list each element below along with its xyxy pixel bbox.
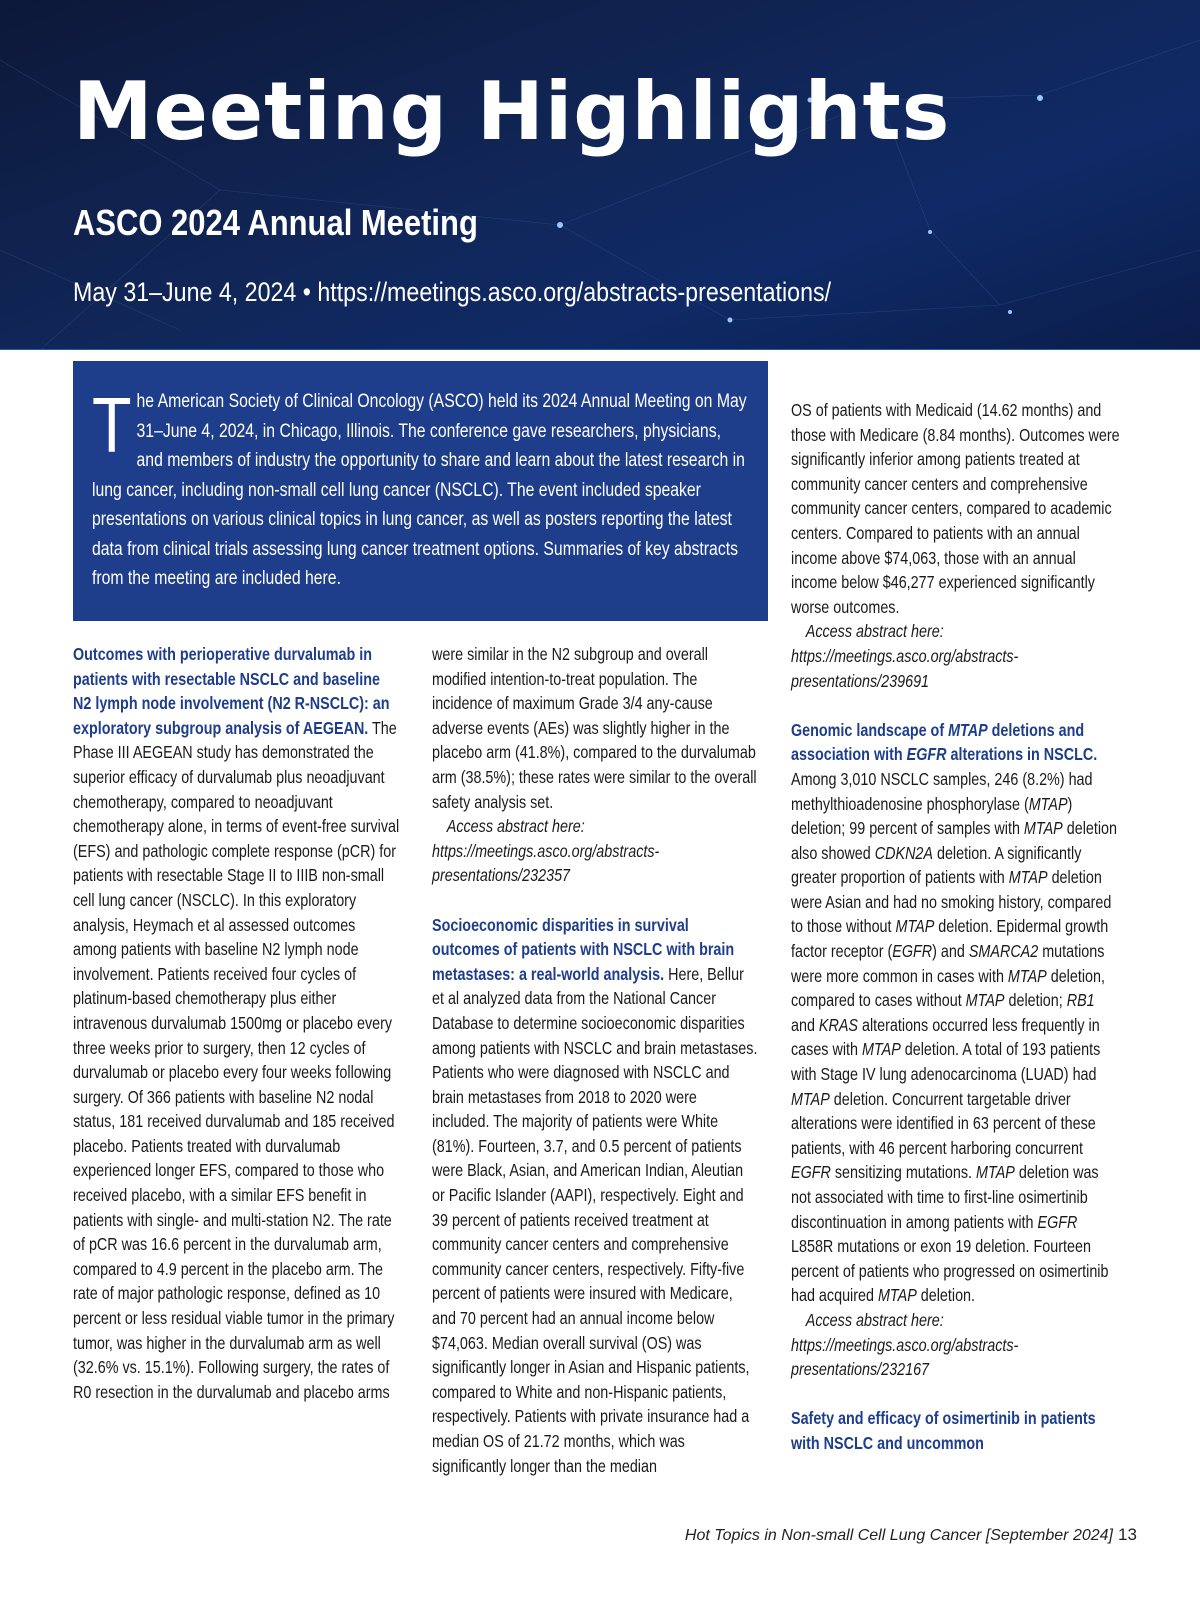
heading-text: deletions and association with: [791, 719, 1085, 765]
body-text: deletion. A total of 193 patients with Stage IV lung adenocarcinoma (LUAD) had: [791, 1039, 1101, 1085]
heading-text: Genomic landscape of: [791, 719, 949, 740]
gene-name: MTAP: [1007, 965, 1047, 986]
gene-name: MTAP: [791, 1088, 830, 1109]
gene-name: RB1: [1066, 990, 1095, 1011]
intro-text: he American Society of Clinical Oncology (ASCO) held its 2024 Annual Meeting on May 31–June 4, 2024, in Chicago, Illinois. The conference gave researchers, physicians, and members of industry the opportunity to share and learn about the latest research in lung cancer, including non-small cell lung cancer (NSCLC). The event included speaker presentations on various clinical topics in lung cancer, as well as posters reporting the latest data from clinical trials assessing lung cancer treatment options. Summaries of key abstracts from the meeting are included here.: [92, 391, 747, 589]
gene-name: SMARCA2: [968, 941, 1039, 962]
meeting-subtitle: ASCO 2024 Annual Meeting: [73, 202, 478, 243]
gene-name: MTAP: [1008, 867, 1048, 888]
article-3-access-link[interactable]: Access abstract here: https://meetings.asco.org/abstracts-presentations/232167: [791, 1309, 1019, 1380]
gene-name: CDKN2A: [874, 842, 933, 863]
drop-cap: T: [92, 381, 132, 469]
page-number: 13: [1118, 1525, 1137, 1544]
gene-name: EGFR: [906, 744, 947, 765]
body-text: Among 3,010 NSCLC samples, 246 (8.2%) had methylthioadenosine phosphorylase (: [791, 768, 1093, 814]
body-text: alterations occurred less frequently in cases with: [791, 1014, 1100, 1060]
article-3-heading: [791, 720, 1097, 765]
footer-journal-title: Hot Topics in Non-small Cell Lung Cancer [September 2024]: [684, 1527, 1113, 1544]
header-divider: [0, 349, 1200, 350]
gene-name: EGFR: [1037, 1211, 1078, 1232]
article-2-body-part1: Here, Bellur et al analyzed data from the National Cancer Database to determine socioeconomic disparities among patients with NSCLC and brain metastases. Patients who were diagnosed with NSCLC and brain metastases from 2018 to 2020 were included. The majority of patients were White (81%). Fourteen, 3.7, and 0.5 percent of patients were Black, Asian, and American Indian, Aleutian or Pacific Islander (AAPI), respectively. Eight and 39 percent of patients received treatment at community cancer centers and comprehensive community cancer centers, respectively. Fifty-five percent of patients were insured with Medicare, and 70 percent had an annual income below $74,063. Median overall survival (OS) was significantly longer in Asian and Hispanic patients, compared to White and non-Hispanic patients, respectively. Patients with private insurance had a median OS of 21.72 months, which was significantly longer than the median: [432, 963, 758, 1476]
body-text: sensitizing mutations.: [830, 1162, 977, 1183]
gene-name: MTAP: [965, 990, 1005, 1011]
gene-name: EGFR: [791, 1162, 831, 1183]
column-2: [432, 642, 829, 1478]
column-1: [73, 642, 471, 1404]
body-text: deletion. Concurrent targetable driver alterations were identified in 63 percent of these patients, with 46 percent harboring concurrent: [791, 1088, 1096, 1158]
article-1-heading: Outcomes with perioperative durvalumab in patients with resectable NSCLC and baseline N2 lymph node involvement (N2 R-NSCLC): an exploratory subgroup analysis of AEGEAN.: [73, 644, 390, 738]
meeting-dates-url: May 31–June 4, 2024 • https://meetings.asco.org/abstracts-presentations/: [73, 277, 832, 307]
body-text: and: [791, 1014, 819, 1035]
body-text: mutations were more common in cases with: [791, 941, 1105, 986]
body-text: deletion was not associated with time to first-line osimertinib discontinuation in among patients with: [791, 1162, 1099, 1232]
gene-name: MTAP: [895, 916, 935, 937]
gene-name: MTAP: [861, 1039, 901, 1060]
spacer: [432, 888, 758, 913]
body-text: deletion, compared to cases without: [791, 965, 1105, 1011]
article-4-heading: Safety and efficacy of osimertinib in patients with NSCLC and uncommon: [791, 1408, 1096, 1453]
article-1-continuation: were similar in the N2 subgroup and overall modified intention-to-treat population. The incidence of maximum Grade 3/4 any-cause adverse events (AEs) was slightly higher in the placebo arm (41.8%), compared to the durvalumab arm (38.5%); these rates were similar to the overall safety analysis set.: [432, 644, 757, 812]
article-1-access-link[interactable]: Access abstract here: https://meetings.asco.org/abstracts-presentations/232357: [432, 816, 660, 886]
page-title: Meeting Highlights: [73, 65, 951, 158]
body-text: L858R mutations or exon 19 deletion. Fourteen percent of patients who progressed on osimertinib had acquired: [791, 1236, 1109, 1306]
body-text: ) deletion; 99 percent of samples with: [791, 793, 1073, 839]
gene-name: MTAP: [877, 1285, 917, 1306]
gene-name: MTAP: [1023, 818, 1063, 839]
header-banner: [0, 0, 1200, 350]
heading-text: alterations in NSCLC.: [946, 744, 1098, 765]
gene-name: MTAP: [976, 1162, 1015, 1183]
body-text: deletion;: [1004, 990, 1067, 1011]
gene-name: MTAP: [1028, 793, 1068, 814]
body-text: deletion.: [916, 1285, 976, 1306]
column-3: [791, 398, 1194, 1456]
intro-paragraph: [92, 381, 749, 594]
intro-box: [73, 361, 768, 621]
body-text: ) and: [932, 941, 969, 962]
body-text: deletion. A significantly greater proportion of patients with: [791, 842, 1082, 888]
article-2-access-link[interactable]: Access abstract here: https://meetings.asco.org/abstracts-presentations/239691: [791, 621, 1019, 691]
body-text: deletion were Asian and had no smoking history, compared to those without: [791, 867, 1112, 937]
body-text: deletion also showed: [791, 818, 1118, 863]
gene-name: KRAS: [818, 1014, 859, 1035]
gene-name: MTAP: [948, 719, 988, 740]
spacer: [791, 693, 1121, 718]
article-2-heading: Socioeconomic disparities in survival outcomes of patients with NSCLC with brain metastases: a real-world analysis.: [432, 914, 735, 984]
gene-name: EGFR: [892, 941, 933, 962]
spacer: [791, 1382, 1121, 1407]
article-1-body-part1: The Phase III AEGEAN study has demonstrated the superior efficacy of durvalumab plus neoadjuvant chemotherapy, compared to neoadjuvant chemotherapy alone, in terms of event-free survival (EFS) and pathologic complete response (pCR) for patients with resectable Stage II to IIIB non-small cell lung cancer (NSCLC). In this exploratory analysis, Heymach et al assessed outcomes among patients with baseline N2 lymph node involvement. Patients received four cycles of platinum-based chemotherapy plus either intravenous durvalumab 1500mg or placebo every three weeks prior to surgery, then 12 cycles of durvalumab or placebo every four weeks following surgery. Of 366 patients with baseline N2 nodal status, 181 received durvalumab and 185 received placebo. Patients treated with durvalumab experienced longer EFS, compared to those who received placebo, with a similar EFS benefit in patients with single- and multi-station N2. The rate of pCR was 16.6 percent in the durvalumab arm, compared to 4.9 percent in the placebo arm. The rate of major pathologic response, defined as 10 percent or less residual viable tumor in the primary tumor, was higher in the durvalumab arm as well (32.6% vs. 15.1%). Following surgery, the rates of R0 resection in the durvalumab and placebo arms: [73, 717, 400, 1402]
body-text: deletion. Epidermal growth factor receptor (: [791, 916, 1109, 962]
article-2-continuation: OS of patients with Medicaid (14.62 months) and those with Medicare (8.84 months). Outcomes were significantly inferior among patients treated at community cancer centers and comprehensive community cancer centers, compared to academic centers. Compared to patients with an annual income above $74,063, those with an annual income below $46,277 experienced significantly worse outcomes.: [791, 400, 1120, 617]
